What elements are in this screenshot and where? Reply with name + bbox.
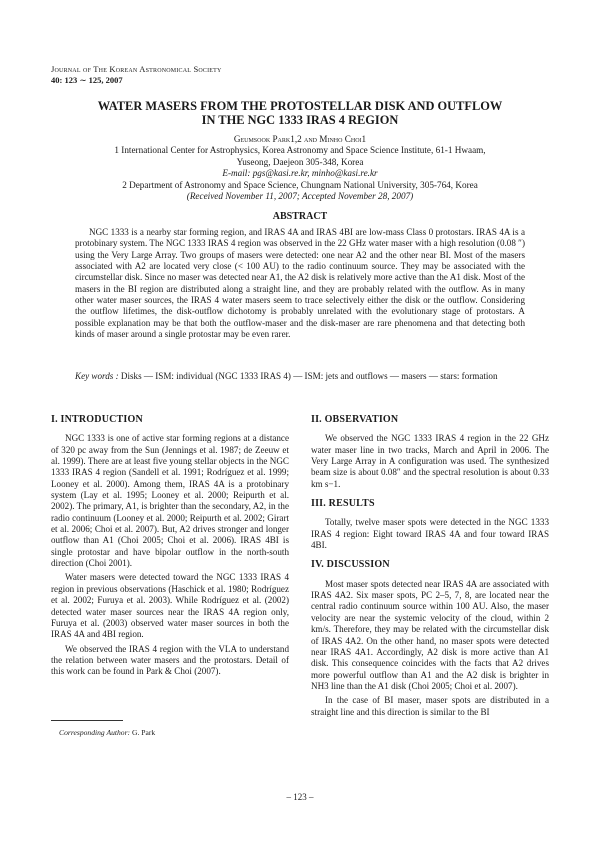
left-column xyxy=(51,414,289,681)
author-email: E-mail: pgs@kasi.re.kr, minho@kasi.re.kr xyxy=(222,168,378,179)
section-heading-observation: II. OBSERVATION xyxy=(311,414,399,425)
abstract-text: NGC 1333 is a nearby star forming region, and IRAS 4A and IRAS 4BI are low-mass Class 0 protostars. IRAS 4A is a protobinary system. The NGC 1333 IRAS 4 region was observed in the 22 GHz water maser with a high resolution (0.08 ″) using the Very Large Array. Two groups of masers were detected: one near A2 and the other near BI. Most of the masers associated with A2 are located very close (< 100 AU) to the radio continuum source. They may be associated with the circumstellar disk. Since no maser was detected near A1, the A2 disk is relatively more active than the A1 disk. Most of the masers in the BI region are distributed along a straight line, and they are probably related with the outflow. As in many other water maser sources, the IRAS 4 water masers seem to trace selectively either the disk or the outflow. Considering the outflow lifetimes, the disk-outflow dichotomy is probably unrelated with the evolutionary stage of protostars. A possible explanation may be that both the outflow-maser and the disk-maser are rare phenomena and that detecting both kinds of maser around a single protostar may be even rarer. xyxy=(75,227,525,340)
keywords-text: Disks — ISM: individual (NGC 1333 IRAS 4) — ISM: jets and outflows — masers — stars: formation xyxy=(120,371,498,381)
footnote-divider xyxy=(51,720,123,721)
right-column xyxy=(311,414,549,721)
author-block xyxy=(40,134,560,202)
author-names: Geumsook Park1,2 and Minho Choi1 xyxy=(233,134,367,144)
corresponding-author-footnote xyxy=(59,728,155,737)
section-heading-results: III. RESULTS xyxy=(311,498,375,510)
section-heading-discussion: IV. DISCUSSION xyxy=(311,559,390,571)
journal-name: Journal of The Korean Astronomical Society xyxy=(51,64,222,74)
observation-paragraph-1: We observed the NGC 1333 IRAS 4 region in the 22 GHz water maser line in two tracks, March and April in 2006. The Very Large Array in A configuration was used. The synthesized beam size is about 0.08″ and the spectral resolution is about 0.33 km s−1. xyxy=(311,433,549,489)
footnote-name: G. Park xyxy=(132,728,156,737)
keywords xyxy=(75,371,525,382)
affiliation-1-line-1: 1 International Center for Astrophysics, Korea Astronomy and Space Science Institute, 61-1 Hwaam, xyxy=(114,145,486,156)
keywords-label: Key words : xyxy=(75,371,119,381)
affiliation-2: 2 Department of Astronomy and Space Science, Chungnam National University, 305-764, Korea xyxy=(122,179,478,190)
abstract-heading: ABSTRACT xyxy=(272,211,328,222)
intro-paragraph-1: NGC 1333 is one of active star forming regions at a distance of 320 pc away from the Sun (Jennings et al. 1987; de Zeeuw et al. 1999). There are at least five young stellar objects in the NGC 1333 IRAS 4 region (Sandell et al. 1991; Rodríguez et al. 1999; Looney et al. 2000). Among them, IRAS 4A is a protobinary system (Lay et al. 1995; Looney et al. 2000; Reipurth et al. 2002). The primary, A1, is brighter than the secondary, A2, in the radio continuum (Looney et al. 2000; Reipurth et al. 2002; Girart et al. 2006; Choi et al. 2007). But, A2 drives stronger and longer outflow than A1 (Choi 2005; Choi et al. 2006). IRAS 4BI is single protostar and have bipolar outflow in the north-south direction (Choi 2001). xyxy=(51,433,289,569)
title-line-2: IN THE NGC 1333 IRAS 4 REGION xyxy=(201,113,399,127)
received-dates: (Received November 11, 2007; Accepted November 28, 2007) xyxy=(186,191,414,202)
discussion-paragraph-2: In the case of BI maser, maser spots are distributed in a straight line and this direction is similar to the BI xyxy=(311,695,549,717)
section-heading-introduction: I. INTRODUCTION xyxy=(51,414,143,425)
results-paragraph-1: Totally, twelve maser spots were detected in the NGC 1333 IRAS 4 region: Eight toward IRAS 4A and four toward IRAS 4BI. xyxy=(311,517,549,551)
journal-volume: 40: 123 ∼ 125, 2007 xyxy=(51,75,123,85)
journal-header xyxy=(51,64,222,86)
page-number: – 123 – xyxy=(286,792,314,802)
intro-paragraph-2: Water masers were detected toward the NGC 1333 IRAS 4 region in previous observations (Haschick et al. 1980; Rodríguez et al. 2002; Furuya et al. 2003). While Rodríguez et al. (2002) detected water maser sources near the IRAS 4A region only, Furuya et al. (2003) observed water maser sources in both the IRAS 4A and 4BI region. xyxy=(51,572,289,640)
discussion-paragraph-1: Most maser spots detected near IRAS 4A are associated with IRAS 4A2. Six maser spots, PC 2–5, 7, 8, are located near the central radio continuum source within 100 AU. Also, the maser velocity are near the systemic velocity of the cloud, within 2 km/s. Therefore, they may be related with the circumstellar disk of IRAS 4A2. On the other hand, no maser spots were detected near IRAS 4A1. Accordingly, A2 disk is more active than A1 disk. This consequence coincides with the facts that A2 drives more powerful outflow than A1 and the A2 disk is brighter in NH3 line than the A1 disk (Choi 2005; Choi et al. 2007). xyxy=(311,578,549,691)
footnote-label: Corresponding Author: xyxy=(59,728,131,737)
paper-title xyxy=(40,99,560,127)
intro-paragraph-3: We observed the IRAS 4 region with the VLA to understand the relation between water masers and the protostars. Detail of this work can be found in Park & Choi (2007). xyxy=(51,643,289,677)
title-line-1: WATER MASERS FROM THE PROTOSTELLAR DISK AND OUTFLOW xyxy=(97,99,503,113)
affiliation-1-line-2: Yuseong, Daejeon 305-348, Korea xyxy=(236,156,364,167)
